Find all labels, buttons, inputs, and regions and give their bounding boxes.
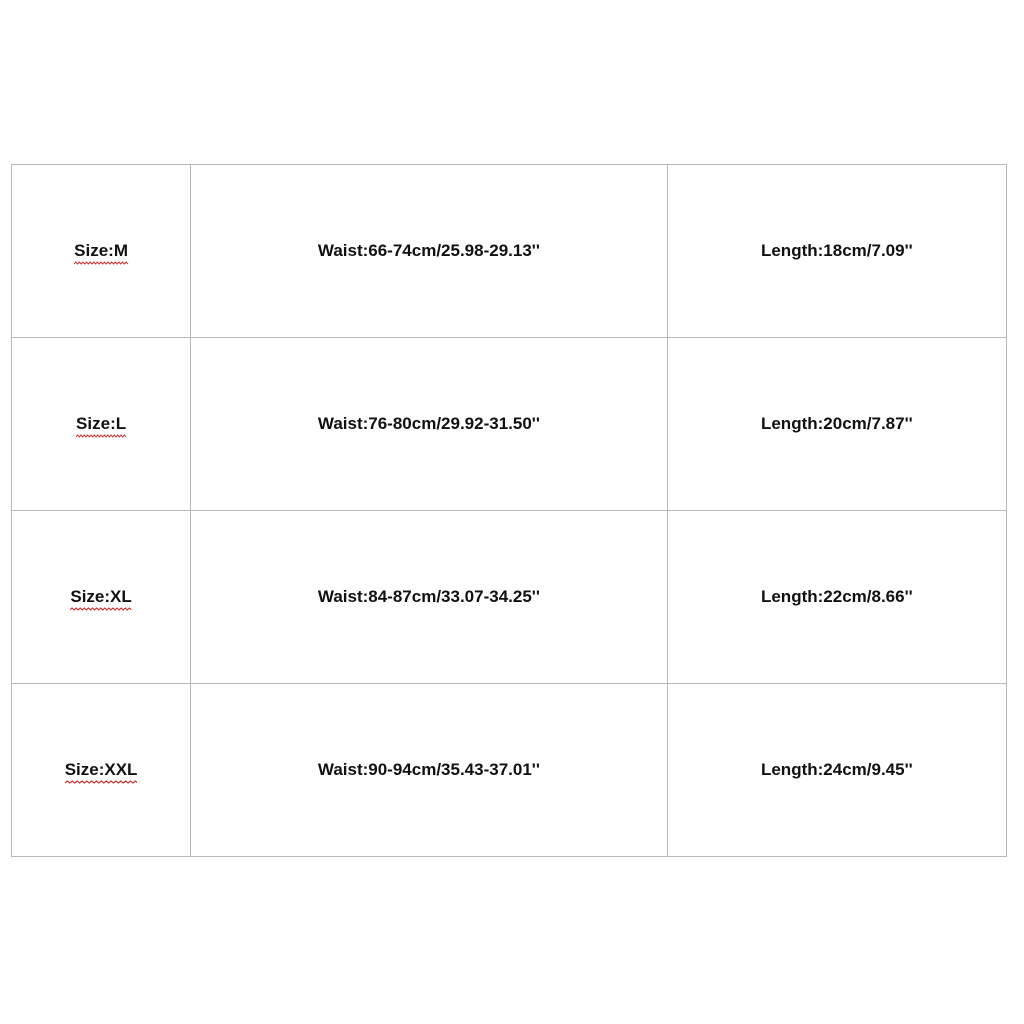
waist-cell: Waist:66-74cm/25.98-29.13''	[191, 165, 667, 338]
table-row	[12, 338, 1007, 511]
size-text: Size:XL	[70, 587, 132, 606]
size-label	[76, 414, 126, 434]
length-cell: Length:24cm/9.45''	[667, 684, 1006, 857]
waist-cell: Waist:90-94cm/35.43-37.01''	[191, 684, 667, 857]
waist-cell: Waist:84-87cm/33.07-34.25''	[191, 511, 667, 684]
spellcheck-underline	[76, 434, 126, 438]
size-text: Size:XXL	[64, 760, 138, 779]
size-label	[65, 760, 138, 780]
table-row	[12, 165, 1007, 338]
size-cell	[12, 165, 191, 338]
size-cell	[12, 684, 191, 857]
size-label	[70, 587, 131, 607]
waist-cell: Waist:76-80cm/29.92-31.50''	[191, 338, 667, 511]
table-row	[12, 511, 1007, 684]
size-cell	[12, 511, 191, 684]
size-text: Size:M	[74, 241, 128, 260]
size-cell	[12, 338, 191, 511]
size-chart-table	[11, 164, 1007, 857]
spellcheck-underline	[74, 261, 128, 265]
size-label	[74, 241, 128, 261]
length-cell: Length:20cm/7.87''	[667, 338, 1006, 511]
size-text: Size:L	[76, 414, 127, 433]
spellcheck-underline	[65, 780, 138, 784]
length-cell: Length:18cm/7.09''	[667, 165, 1006, 338]
table-row	[12, 684, 1007, 857]
spellcheck-underline	[70, 607, 131, 611]
length-cell: Length:22cm/8.66''	[667, 511, 1006, 684]
